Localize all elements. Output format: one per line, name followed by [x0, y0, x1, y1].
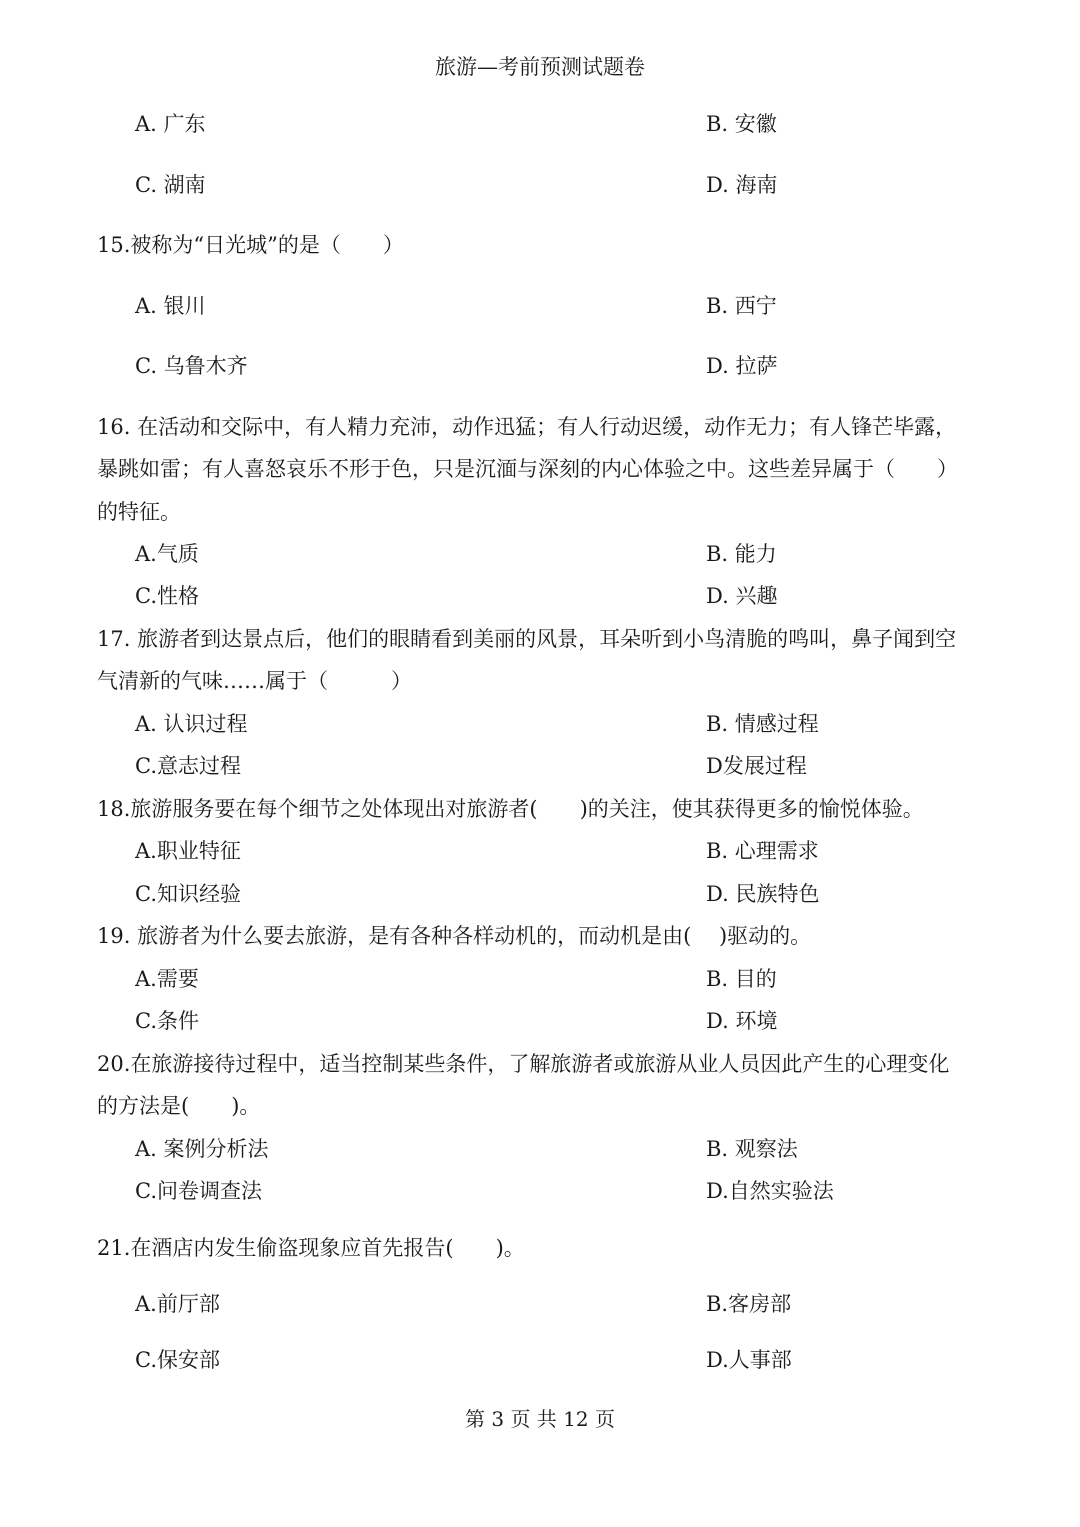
q18-option-d: D. 民族特色	[706, 882, 820, 906]
q14-option-b: B. 安徽	[706, 112, 777, 136]
q17-option-d: D发展过程	[706, 754, 807, 778]
q20-option-b: B. 观察法	[706, 1137, 798, 1161]
q20-option-c: C.问卷调查法	[135, 1179, 262, 1203]
q17-option-a: A. 认识过程	[135, 712, 248, 736]
q17-options-row-1	[0, 708, 1080, 740]
page-footer-number: 第 3 页 共 12 页	[465, 1407, 615, 1431]
q19-text: 19. 旅游者为什么要去旅游，是有各种各样动机的，而动机是由( )驱动的。	[97, 924, 812, 948]
q16-option-b: B. 能力	[706, 542, 777, 566]
q15-options-row-2	[0, 350, 1080, 382]
q18-option-a: A.职业特征	[135, 839, 241, 863]
q14-option-c: C. 湖南	[135, 173, 206, 197]
q17-text-line-2: 气清新的气味……属于（ ）	[97, 669, 412, 693]
q17-options-row-2	[0, 750, 1080, 782]
q20-option-d: D.自然实验法	[706, 1179, 834, 1203]
q14-options-row-1	[0, 108, 1080, 140]
q20-text-line-1: 20.在旅游接待过程中，适当控制某些条件，了解旅游者或旅游从业人员因此产生的心理变化	[97, 1052, 950, 1076]
q16-text-line-3: 的特征。	[97, 500, 181, 524]
q15-options-row-1	[0, 290, 1080, 322]
q15-text: 15.被称为“日光城”的是（ ）	[97, 233, 404, 257]
q14-option-d: D. 海南	[706, 173, 778, 197]
q19-option-b: B. 目的	[706, 967, 777, 991]
q20-options-row-2	[0, 1175, 1080, 1207]
q19-options-row-1	[0, 963, 1080, 995]
q18-option-c: C.知识经验	[135, 882, 241, 906]
q21-option-b: B.客房部	[706, 1292, 792, 1316]
q18-options-row-1	[0, 835, 1080, 867]
q17-option-b: B. 情感过程	[706, 712, 819, 736]
q20-option-a: A. 案例分析法	[135, 1137, 269, 1161]
q16-options-row-2	[0, 580, 1080, 612]
q15-option-a: A. 银川	[135, 294, 206, 318]
q16-options-row-1	[0, 538, 1080, 570]
q15-option-c: C. 乌鲁木齐	[135, 354, 248, 378]
q20-text-line-2: 的方法是( )。	[97, 1094, 261, 1118]
q21-option-a: A.前厅部	[135, 1292, 220, 1316]
q16-text-line-1: 16. 在活动和交际中，有人精力充沛，动作迅猛；有人行动迟缓，动作无力；有人锋芒毕露，	[97, 415, 957, 439]
q19-option-a: A.需要	[135, 967, 199, 991]
page-header-title: 旅游—考前预测试题卷	[435, 55, 645, 79]
q14-options-row-2	[0, 169, 1080, 201]
q20-options-row-1	[0, 1133, 1080, 1165]
q18-text: 18.旅游服务要在每个细节之处体现出对旅游者( )的关注，使其获得更多的愉悦体验。	[97, 797, 924, 821]
q15-option-b: B. 西宁	[706, 294, 777, 318]
q16-option-c: C.性格	[135, 584, 199, 608]
q19-options-row-2	[0, 1005, 1080, 1037]
q17-option-c: C.意志过程	[135, 754, 241, 778]
q16-option-a: A.气质	[135, 542, 199, 566]
q21-option-c: C.保安部	[135, 1348, 220, 1372]
q16-option-d: D. 兴趣	[706, 584, 778, 608]
q16-text-line-2: 暴跳如雷；有人喜怒哀乐不形于色，只是沉湎与深刻的内心体验之中。这些差异属于（ ）	[97, 457, 958, 481]
q18-option-b: B. 心理需求	[706, 839, 819, 863]
q21-text: 21.在酒店内发生偷盗现象应首先报告( )。	[97, 1236, 525, 1260]
q21-option-d: D.人事部	[706, 1348, 792, 1372]
q17-text-line-1: 17. 旅游者到达景点后，他们的眼睛看到美丽的风景，耳朵听到小鸟清脆的鸣叫，鼻子闻到空	[97, 627, 957, 651]
q21-options-row-2	[0, 1344, 1080, 1376]
q14-option-a: A. 广东	[135, 112, 206, 136]
q19-option-d: D. 环境	[706, 1009, 778, 1033]
q19-option-c: C.条件	[135, 1009, 199, 1033]
q15-option-d: D. 拉萨	[706, 354, 778, 378]
q21-options-row-1	[0, 1288, 1080, 1320]
q18-options-row-2	[0, 878, 1080, 910]
